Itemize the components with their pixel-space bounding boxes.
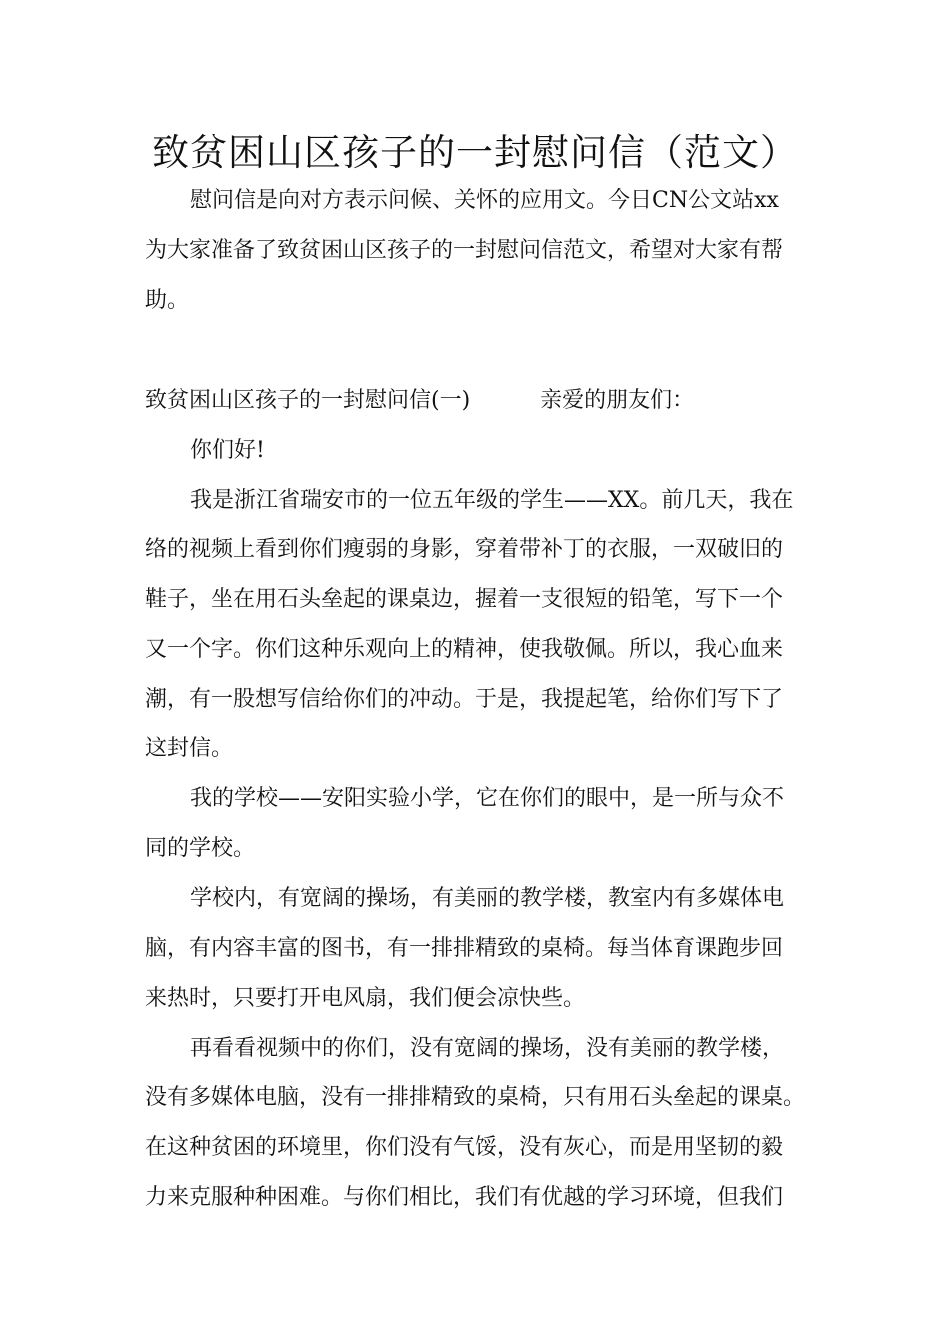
paragraph1-line-6: 这封信。 [145,736,234,761]
paragraph1-line-1: 我是浙江省瑞安市的一位五年级的学生——XX。前几天，我在 [190,488,794,513]
paragraph2-line-1: 我的学校——安阳实验小学，它在你们的眼中，是一所与众不 [190,786,785,811]
intro-line-3: 助。 [145,288,190,313]
paragraph2-line-2: 同的学校。 [145,836,256,861]
document-title: 致贫困山区孩子的一封慰问信（范文） [152,131,798,174]
section-heading: 致贫困山区孩子的一封慰问信(一) [145,388,471,413]
greeting: 你们好! [190,438,265,463]
section-heading-line [145,386,694,416]
paragraph1-line-2: 络的视频上看到你们瘦弱的身影，穿着带补丁的衣服，一双破旧的 [145,537,784,562]
intro-line-1: 慰问信是向对方表示问候、关怀的应用文。今日CN公文站xx [190,188,779,213]
paragraph4-line-3: 在这种贫困的环境里，你们没有气馁，没有灰心，而是用坚韧的毅 [145,1135,784,1160]
paragraph1-line-4: 又一个字。你们这种乐观向上的精神，使我敬佩。所以，我心血来 [145,637,784,662]
paragraph4-line-2: 没有多媒体电脑，没有一排排精致的桌椅，只有用石头垒起的课桌。 [145,1085,806,1110]
paragraph4-line-1: 再看看视频中的你们，没有宽阔的操场，没有美丽的教学楼， [190,1036,785,1061]
paragraph3-line-2: 脑，有内容丰富的图书，有一排排精致的桌椅。每当体育课跑步回 [145,936,784,961]
paragraph4-line-4: 力来克服种种困难。与你们相比，我们有优越的学习环境，但我们 [145,1185,784,1210]
salutation: 亲爱的朋友们： [540,388,695,413]
paragraph3-line-3: 来热时，只要打开电风扇，我们便会凉快些。 [145,986,586,1011]
intro-line-2: 为大家准备了致贫困山区孩子的一封慰问信范文，希望对大家有帮 [145,238,784,263]
paragraph1-line-5: 潮，有一股想写信给你们的冲动。于是，我提起笔，给你们写下了 [145,687,784,712]
paragraph1-line-3: 鞋子，坐在用石头垒起的课桌边，握着一支很短的铅笔，写下一个 [145,587,784,612]
paragraph3-line-1: 学校内，有宽阔的操场，有美丽的教学楼，教室内有多媒体电 [190,886,785,911]
